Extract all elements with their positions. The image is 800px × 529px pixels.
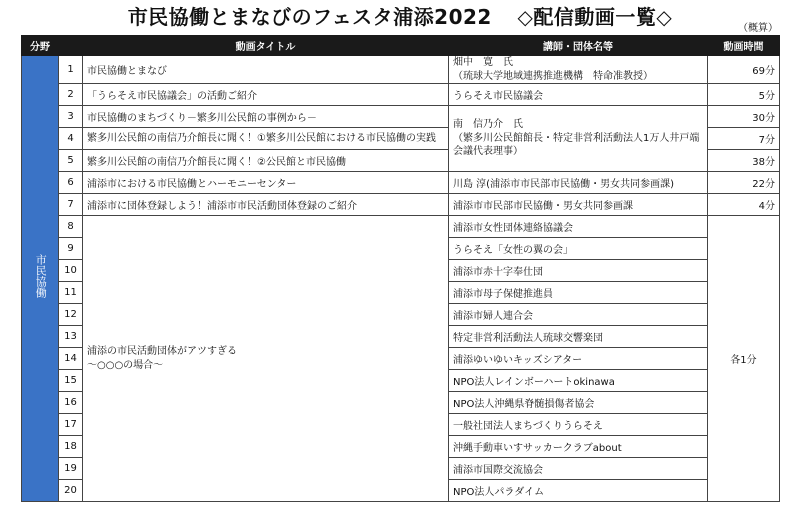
row-number: 5 [59, 150, 83, 172]
duration: 69分 [708, 56, 780, 84]
lecturer: 浦添ゆいゆいキッズシアター [449, 348, 708, 370]
row-number: 16 [59, 392, 83, 414]
lecturer: NPO法人レインボーハートokinawa [449, 370, 708, 392]
duration-merged: 各1分 [708, 216, 780, 502]
row-number: 9 [59, 238, 83, 260]
lecturer: 一般社団法人まちづくりうらそえ [449, 414, 708, 436]
duration: 5分 [708, 84, 780, 106]
lecturer: 浦添市赤十字奉仕団 [449, 260, 708, 282]
table-header-row [22, 36, 780, 56]
duration: 22分 [708, 172, 780, 194]
row-number: 11 [59, 282, 83, 304]
header-duration: 動画時間 [708, 36, 780, 56]
approximate-note: （概算） [738, 23, 778, 34]
header-field: 分野 [22, 36, 59, 56]
table-row [22, 56, 780, 84]
table-row [22, 172, 780, 194]
row-number: 7 [59, 194, 83, 216]
lecturer: うらそえ市民協議会 [449, 84, 708, 106]
row-number: 13 [59, 326, 83, 348]
lecturer: 浦添市母子保健推進員 [449, 282, 708, 304]
header-number [59, 36, 83, 56]
lecturer: NPO法人沖縄県脊髄損傷者協会 [449, 392, 708, 414]
lecturer: 畑中 寛 氏 （琉球大学地域連携推進機構 特命准教授） [449, 56, 708, 84]
row-number: 2 [59, 84, 83, 106]
row-number: 4 [59, 128, 83, 150]
video-title: 繁多川公民館の南信乃介館長に聞く！①繁多川公民館における市民協働の実践 [83, 128, 449, 150]
row-number: 3 [59, 106, 83, 128]
video-title: 「うらそえ市民協議会」の活動ご紹介 [83, 84, 449, 106]
lecturer-merged: 南 信乃介 氏 （繁多川公民館館長・特定非営利活動法人1万人井戸端会議代表理事） [449, 106, 708, 172]
row-number: 15 [59, 370, 83, 392]
row-number: 10 [59, 260, 83, 282]
header-video-title: 動画タイトル [83, 36, 449, 56]
lecturer: 川島 淳(浦添市市民部市民協働・男女共同参画課) [449, 172, 708, 194]
video-title: 市民協働のまちづくり－繁多川公民館の事例から－ [83, 106, 449, 128]
row-number: 20 [59, 480, 83, 502]
duration: 38分 [708, 150, 780, 172]
table-row [22, 194, 780, 216]
duration: 30分 [708, 106, 780, 128]
header-lecturer: 講師・団体名等 [449, 36, 708, 56]
video-title: 浦添市に団体登録しよう！浦添市市民活動団体登録のご紹介 [83, 194, 449, 216]
page-title [0, 0, 800, 36]
category-label: 市民協働 [34, 253, 48, 298]
title-subtitle: ◇配信動画一覧◇ [517, 5, 673, 29]
video-title-merged: 浦添の市民活動団体がアツすぎる ～○○○の場合～ [83, 216, 449, 502]
row-number: 18 [59, 436, 83, 458]
lecturer: 浦添市市民部市民協働・男女共同参画課 [449, 194, 708, 216]
row-number: 1 [59, 56, 83, 84]
video-title: 浦添市における市民協働とハーモニーセンター [83, 172, 449, 194]
lecturer: 浦添市婦人連合会 [449, 304, 708, 326]
lecturer: 沖縄手動車いすサッカークラブabout [449, 436, 708, 458]
video-title: 市民協働とまなび [83, 56, 449, 84]
lecturer: NPO法人パラダイム [449, 480, 708, 502]
row-number: 19 [59, 458, 83, 480]
table-row [22, 216, 780, 238]
row-number: 8 [59, 216, 83, 238]
category-cell [22, 56, 59, 502]
lecturer: 浦添市女性団体連絡協議会 [449, 216, 708, 238]
table-row [22, 106, 780, 128]
row-number: 17 [59, 414, 83, 436]
video-title: 繁多川公民館の南信乃介館長に聞く！②公民館と市民協働 [83, 150, 449, 172]
lecturer: 特定非営利活動法人琉球交響楽団 [449, 326, 708, 348]
lecturer: うらそえ「女性の翼の会」 [449, 238, 708, 260]
table-row [22, 84, 780, 106]
duration: 4分 [708, 194, 780, 216]
lecturer: 浦添市国際交流協会 [449, 458, 708, 480]
title-main: 市民協働とまなびのフェスタ浦添2022 [127, 5, 492, 29]
row-number: 6 [59, 172, 83, 194]
row-number: 14 [59, 348, 83, 370]
row-number: 12 [59, 304, 83, 326]
video-list-table [21, 35, 780, 502]
duration: 7分 [708, 128, 780, 150]
